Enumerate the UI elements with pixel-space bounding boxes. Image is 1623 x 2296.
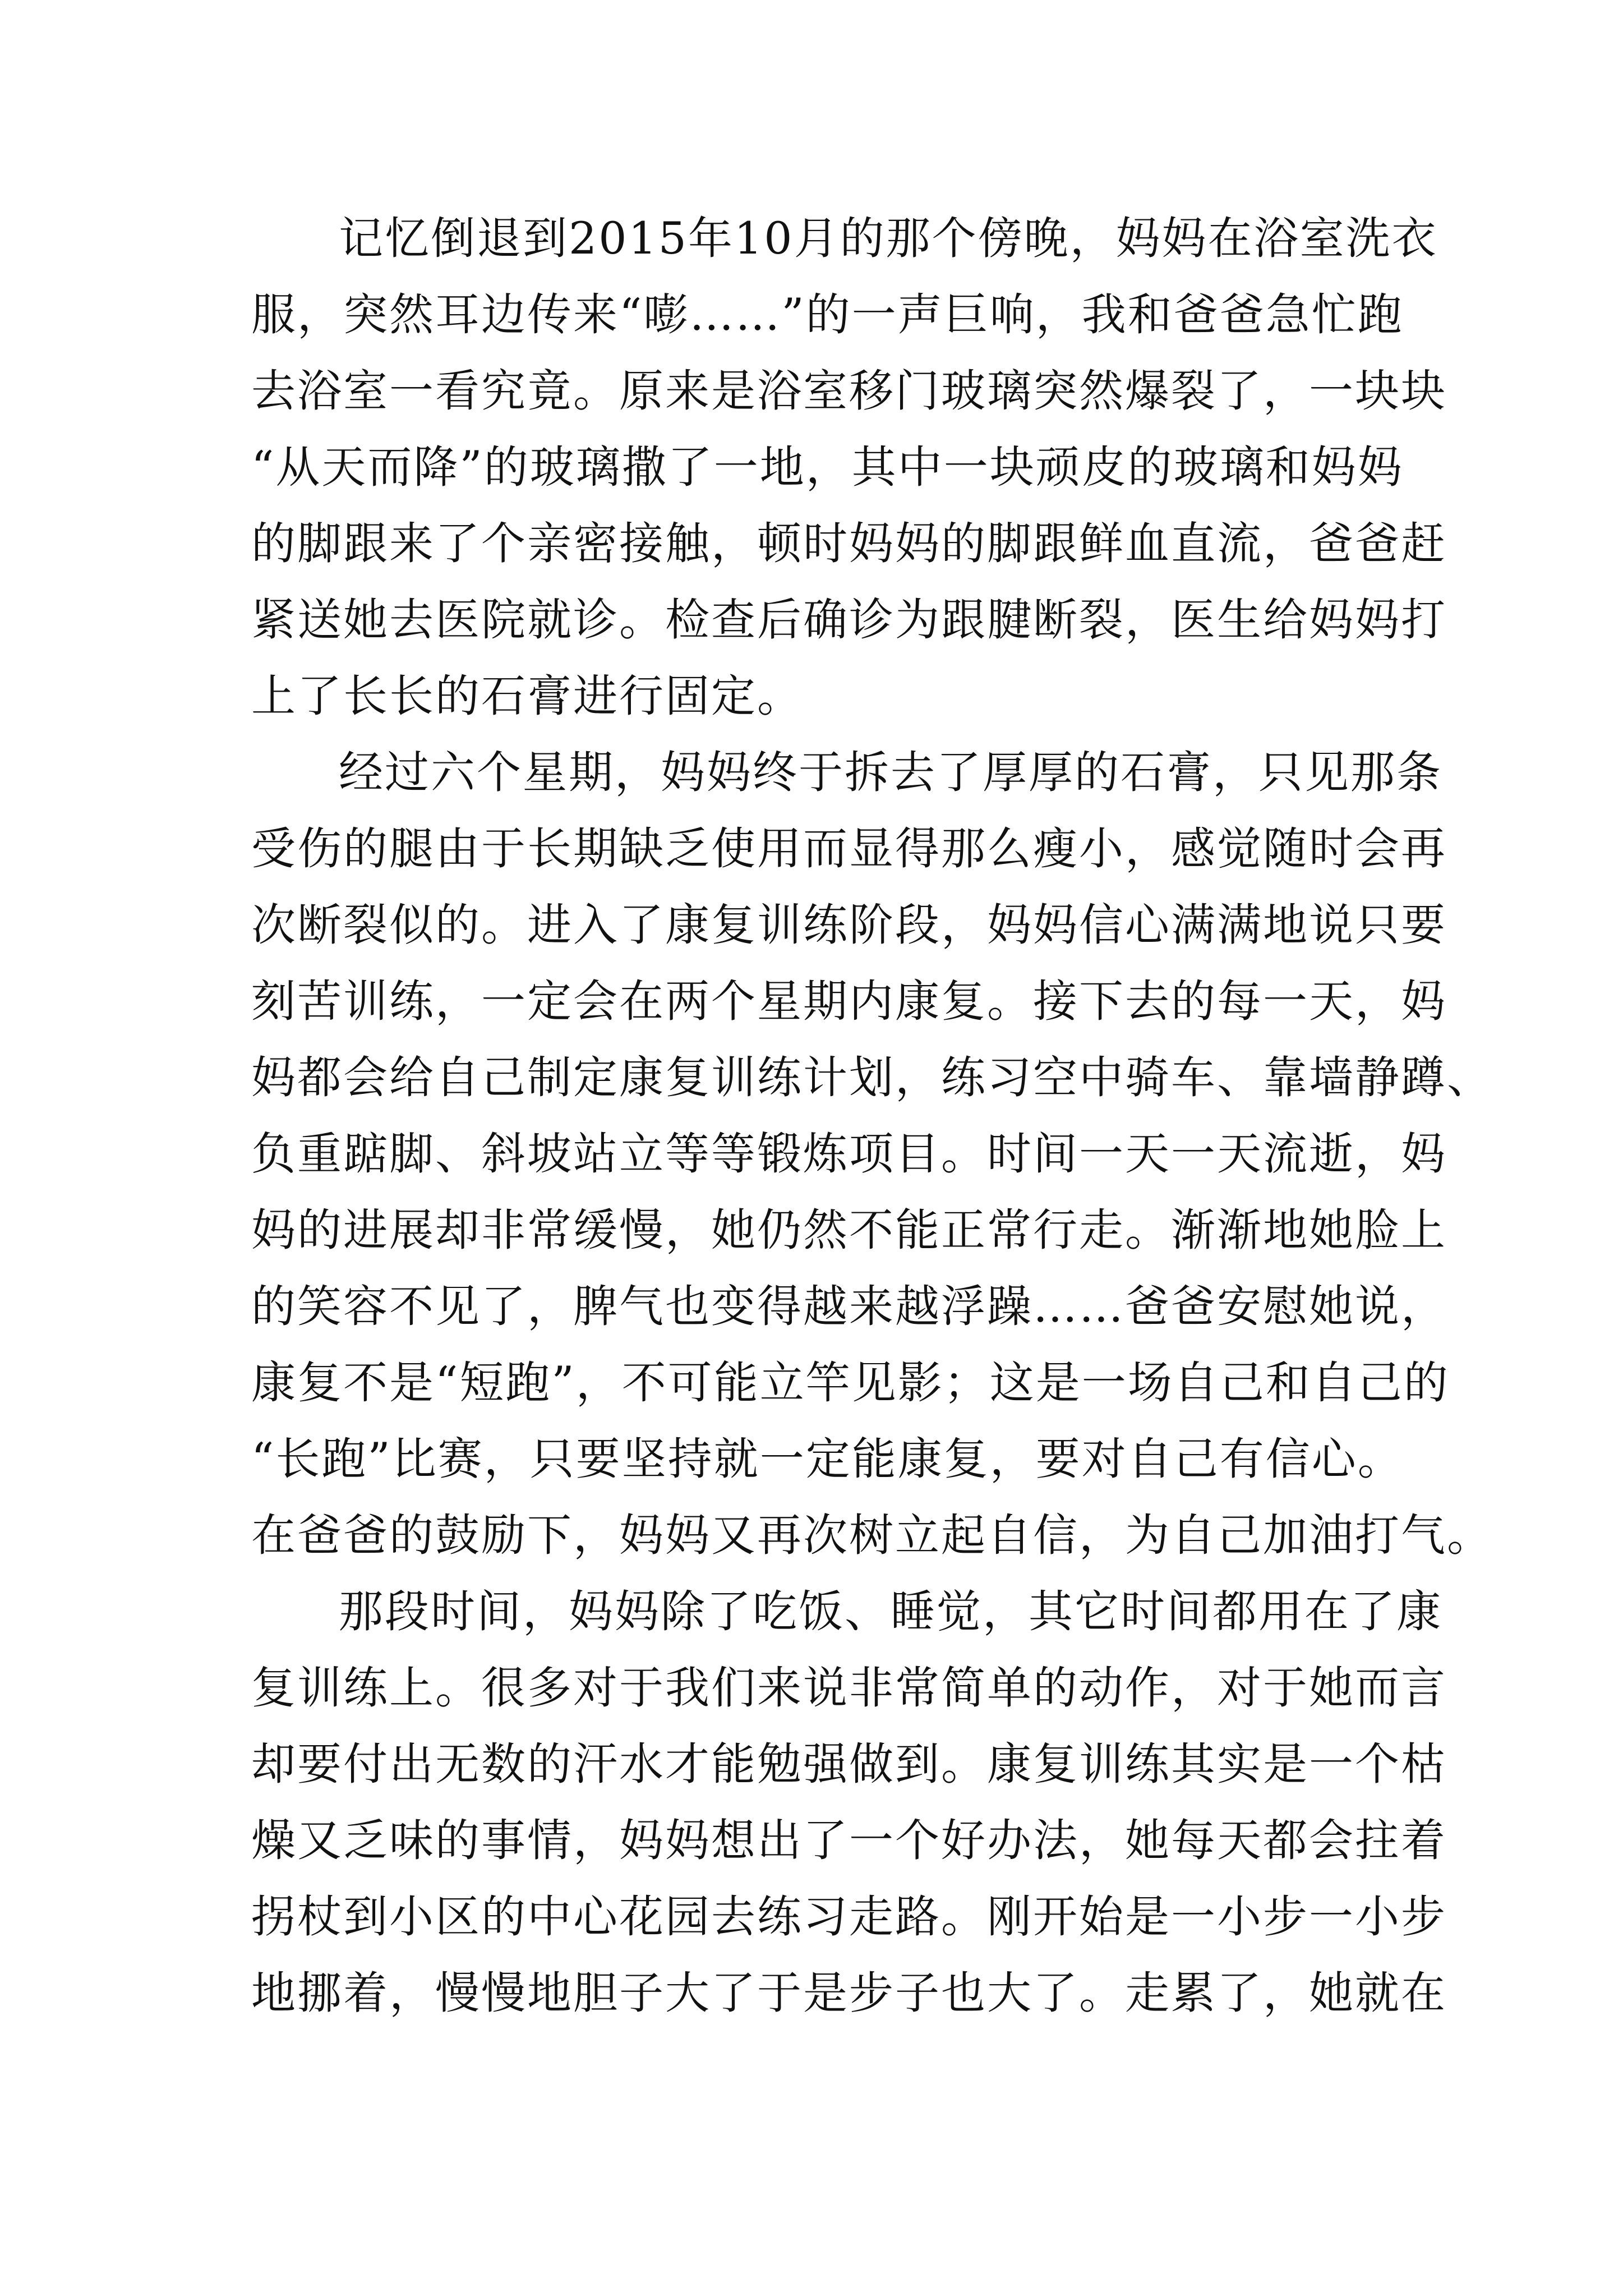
- paragraph-3-line-3: 却要付出无数的汗水才能勉强做到。康复训练其实是一个枯: [251, 1738, 1447, 1790]
- paragraph-3-line-5: 拐杖到小区的中心花园去练习走路。刚开始是一小步一小步: [251, 1891, 1447, 1943]
- paragraph-1-line-3: 去浴室一看究竟。原来是浴室移门玻璃突然爆裂了，一块块: [251, 365, 1447, 417]
- paragraph-2-line-7: 妈的进展却非常缓慢，她仍然不能正常行走。渐渐地她脸上: [251, 1204, 1447, 1256]
- paragraph-1-line-1: 记忆倒退到2015年10月的那个傍晚，妈妈在浴室洗衣: [339, 213, 1438, 264]
- paragraph-3-line-6: 地挪着，慢慢地胆子大了于是步子也大了。走累了，她就在: [251, 1967, 1447, 2019]
- paragraph-1-line-5: 的脚跟来了个亲密接触，顿时妈妈的脚跟鲜血直流，爸爸赶: [251, 518, 1447, 569]
- paragraph-2-line-1: 经过六个星期，妈妈终于拆去了厚厚的石膏，只见那条: [339, 747, 1442, 798]
- paragraph-1-line-6: 紧送她去医院就诊。检查后确诊为跟腱断裂，医生给妈妈打: [251, 594, 1447, 646]
- paragraph-2-line-5: 妈都会给自己制定康复训练计划，练习空中骑车、靠墙静蹲、: [251, 1052, 1493, 1103]
- paragraph-2-line-10: “长跑”比赛，只要坚持就一定能康复，要对自己有信心。: [251, 1433, 1404, 1485]
- paragraph-3-line-1: 那段时间，妈妈除了吃饭、睡觉，其它时间都用在了康: [339, 1586, 1442, 1637]
- paragraph-2-line-6: 负重踮脚、斜坡站立等等锻炼项目。时间一天一天流逝，妈: [251, 1128, 1447, 1180]
- paragraph-3-line-4: 燥又乏味的事情，妈妈想出了一个好办法，她每天都会拄着: [251, 1815, 1447, 1866]
- paragraph-1-line-2: 服，突然耳边传来“嘭……”的一声巨响，我和爸爸急忙跑: [251, 289, 1404, 341]
- paragraph-2-line-3: 次断裂似的。进入了康复训练阶段，妈妈信心满满地说只要: [251, 899, 1447, 951]
- paragraph-1-line-7: 上了长长的石膏进行固定。: [251, 670, 803, 722]
- paragraph-2-line-2: 受伤的腿由于长期缺乏使用而显得那么瘦小，感觉随时会再: [251, 823, 1447, 875]
- paragraph-2-line-4: 刻苦训练，一定会在两个星期内康复。接下去的每一天，妈: [251, 976, 1447, 1027]
- paragraph-3-line-2: 复训练上。很多对于我们来说非常简单的动作，对于她而言: [251, 1662, 1447, 1714]
- paragraph-2-line-8: 的笑容不见了，脾气也变得越来越浮躁……爸爸安慰她说，: [251, 1281, 1447, 1332]
- paragraph-2-line-9: 康复不是“短跑”，不可能立竿见影；这是一场自己和自己的: [251, 1357, 1450, 1409]
- paragraph-2-line-11: 在爸爸的鼓励下，妈妈又再次树立起自信，为自己加油打气。: [251, 1510, 1493, 1561]
- paragraph-1-line-4: “从天而降”的玻璃撒了一地，其中一块顽皮的玻璃和妈妈: [251, 441, 1404, 493]
